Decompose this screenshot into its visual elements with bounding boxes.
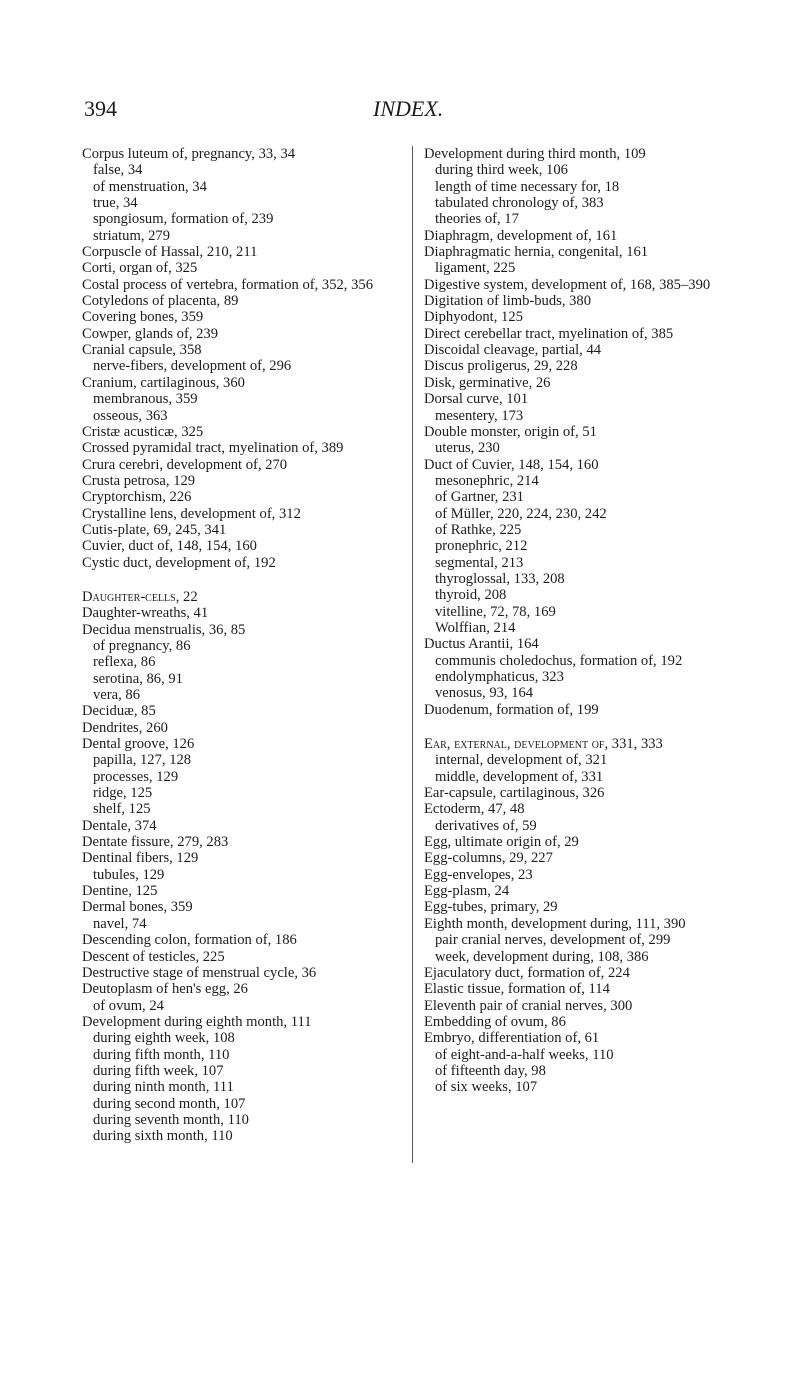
index-entry: Digestive system, development of, 168, 385–390: [424, 276, 711, 293]
index-subentry: navel, 74: [93, 915, 147, 932]
index-subentry: nerve-fibers, development of, 296: [93, 358, 292, 375]
index-subentry: middle, development of, 331: [435, 768, 604, 785]
index-subentry: of pregnancy, 86: [93, 637, 191, 654]
index-entry: Cranial capsule, 358: [82, 342, 202, 359]
index-entry: Egg, ultimate origin of, 29: [424, 834, 579, 851]
index-entry: Elastic tissue, formation of, 114: [424, 981, 610, 998]
index-entry: Cotyledons of placenta, 89: [82, 293, 239, 310]
index-entry: Descending colon, formation of, 186: [82, 932, 297, 949]
index-subentry: thyroglossal, 133, 208: [435, 570, 565, 587]
index-subentry: shelf, 125: [93, 801, 151, 818]
index-entry: Descent of testicles, 225: [82, 948, 225, 965]
index-entry: Egg-envelopes, 23: [424, 866, 533, 883]
index-subentry: uterus, 230: [435, 440, 500, 457]
index-subentry: of six weeks, 107: [435, 1079, 538, 1096]
index-entry: Dendrites, 260: [82, 719, 168, 736]
index-entry: Crura cerebri, development of, 270: [82, 456, 288, 473]
index-entry: Double monster, origin of, 51: [424, 423, 597, 440]
index-subentry: serotina, 86, 91: [93, 670, 183, 687]
index-entry: Duodenum, formation of, 199: [424, 701, 599, 718]
index-entry: Cuvier, duct of, 148, 154, 160: [82, 538, 257, 555]
index-entry: Ectoderm, 47, 48: [424, 801, 525, 818]
index-entry: Dentate fissure, 279, 283: [82, 834, 229, 851]
running-title: INDEX.: [373, 96, 444, 121]
index-entry: Ductus Arantii, 164: [424, 636, 539, 653]
index-subentry: endolymphaticus, 323: [435, 669, 564, 685]
index-entry: Covering bones, 359: [82, 309, 204, 326]
index-entry: Dermal bones, 359: [82, 899, 193, 916]
index-entry: Ear-capsule, cartilaginous, 326: [424, 785, 605, 802]
index-entry: Discoidal cleavage, partial, 44: [424, 342, 602, 359]
index-entry: Cristæ acusticæ, 325: [82, 423, 204, 440]
index-subentry: pronephric, 212: [435, 538, 528, 555]
index-subentry: of eight-and-a-half weeks, 110: [435, 1046, 614, 1063]
index-subentry: internal, development of, 321: [435, 752, 608, 769]
index-entry: Development during third month, 109: [424, 146, 646, 162]
index-subentry: vitelline, 72, 78, 169: [435, 603, 556, 620]
column-divider: [412, 146, 413, 1163]
index-subentry: processes, 129: [93, 768, 179, 785]
index-entry: Eighth month, development during, 111, 390: [424, 915, 686, 932]
index-subentry: during sixth month, 110: [93, 1128, 233, 1145]
index-entry: Egg-tubes, primary, 29: [424, 899, 558, 916]
index-entry: Ejaculatory duct, formation of, 224: [424, 964, 630, 981]
index-entry: Egg-plasm, 24: [424, 883, 510, 900]
index-entry: Dental groove, 126: [82, 736, 195, 753]
index-subentry: true, 34: [93, 195, 138, 212]
index-subentry: of Müller, 220, 224, 230, 242: [435, 505, 607, 522]
index-subentry: during fifth month, 110: [93, 1046, 230, 1063]
index-subentry: Wolffian, 214: [435, 619, 516, 636]
index-entry: Crusta petrosa, 129: [82, 472, 196, 489]
index-entry: Egg-columns, 29, 227: [424, 850, 553, 867]
index-entry: Embryo, differentiation of, 61: [424, 1030, 600, 1047]
index-entry: Disk, germinative, 26: [424, 374, 551, 391]
index-subentry: osseous, 363: [93, 407, 168, 424]
index-subentry: tubules, 129: [93, 866, 165, 883]
index-subentry: theories of, 17: [435, 211, 519, 228]
index-subentry: mesentery, 173: [435, 407, 524, 424]
index-entry: Diaphragm, development of, 161: [424, 227, 618, 244]
index-entry: Corpuscle of Hassal, 210, 211: [82, 244, 258, 261]
index-subentry: ridge, 125: [93, 785, 153, 802]
index-entry: Dentine, 125: [82, 883, 158, 900]
index-entry: Diaphragmatic hernia, congenital, 161: [424, 244, 649, 261]
index-subentry: of Rathke, 225: [435, 521, 522, 538]
index-entry: Costal process of vertebra, formation of, 352, 356: [82, 276, 373, 293]
index-entry: Crystalline lens, development of, 312: [82, 505, 301, 522]
index-subentry: derivatives of, 59: [435, 817, 537, 834]
index-subentry: during ninth month, 111: [93, 1079, 234, 1096]
index-entry: Daughter-cells, 22: [82, 588, 198, 605]
index-entry: Cowper, glands of, 239: [82, 325, 219, 342]
index-subentry: mesonephric, 214: [435, 472, 539, 489]
index-subentry: of menstruation, 34: [93, 178, 207, 195]
index-entry: Development during eighth month, 111: [82, 1013, 312, 1030]
index-subentry: venosus, 93, 164: [435, 685, 534, 702]
index-subentry: tabulated chronology of, 383: [435, 195, 604, 212]
index-column-left: [82, 146, 402, 1145]
index-entry: Cranium, cartilaginous, 360: [82, 374, 245, 391]
index-entry: Dentale, 374: [82, 817, 157, 834]
index-entry: Diphyodont, 125: [424, 309, 523, 326]
index-entry: Destructive stage of menstrual cycle, 36: [82, 964, 317, 981]
index-subentry: length of time necessary for, 18: [435, 178, 620, 195]
index-subentry: of Gartner, 231: [435, 489, 524, 506]
index-entry: Embedding of ovum, 86: [424, 1013, 566, 1030]
index-entry: Dorsal curve, 101: [424, 391, 529, 408]
index-subentry: segmental, 213: [435, 554, 524, 571]
index-subentry: week, development during, 108, 386: [435, 948, 649, 965]
index-subentry: during fifth week, 107: [93, 1062, 224, 1079]
index-subentry: ligament, 225: [435, 260, 516, 277]
index-entry: Decidua menstrualis, 36, 85: [82, 621, 246, 638]
index-entry: Deciduæ, 85: [82, 703, 156, 720]
index-subentry: reflexa, 86: [93, 654, 156, 671]
index-subentry: false, 34: [93, 162, 143, 179]
page-header: [0, 96, 800, 126]
index-entry: Discus proligerus, 29, 228: [424, 358, 578, 375]
index-entry: Corpus luteum of, pregnancy, 33, 34: [82, 146, 296, 162]
index-subentry: vera, 86: [93, 687, 141, 703]
index-entry: Corti, organ of, 325: [82, 260, 198, 277]
index-entry: Deutoplasm of hen's egg, 26: [82, 981, 248, 998]
index-subentry: during seventh month, 110: [93, 1111, 249, 1128]
index-subentry: membranous, 359: [93, 391, 198, 408]
letter-section-gap: [424, 718, 744, 736]
index-subentry: during third week, 106: [435, 162, 568, 179]
index-subentry: of ovum, 24: [93, 997, 164, 1014]
index-subentry: during eighth week, 108: [93, 1030, 235, 1047]
index-entry: Eleventh pair of cranial nerves, 300: [424, 997, 633, 1014]
page-number: 394: [84, 96, 117, 121]
index-column-right: [424, 146, 744, 1096]
index-subentry: papilla, 127, 128: [93, 752, 192, 769]
index-entry: Cutis-plate, 69, 245, 341: [82, 521, 227, 538]
index-entry: Daughter-wreaths, 41: [82, 605, 209, 622]
index-entry: Dentinal fibers, 129: [82, 850, 199, 867]
index-entry: Crossed pyramidal tract, myelination of, 389: [82, 440, 344, 457]
index-subentry: pair cranial nerves, development of, 299: [435, 932, 671, 949]
index-entry: Cystic duct, development of, 192: [82, 554, 276, 571]
index-subentry: striatum, 279: [93, 227, 171, 244]
index-subentry: thyroid, 208: [435, 587, 507, 604]
index-entry: Direct cerebellar tract, myelination of, 385: [424, 325, 674, 342]
index-entry: Cryptorchism, 226: [82, 489, 192, 506]
index-subentry: communis choledochus, formation of, 192: [435, 652, 683, 669]
letter-section-gap: [82, 571, 402, 589]
index-subentry: spongiosum, formation of, 239: [93, 211, 274, 228]
index-entry: Duct of Cuvier, 148, 154, 160: [424, 456, 599, 473]
index-entry: Ear, external, development of, 331, 333: [424, 736, 663, 753]
index-subentry: during second month, 107: [93, 1095, 246, 1112]
index-entry: Digitation of limb-buds, 380: [424, 293, 592, 310]
index-subentry: of fifteenth day, 98: [435, 1062, 546, 1079]
